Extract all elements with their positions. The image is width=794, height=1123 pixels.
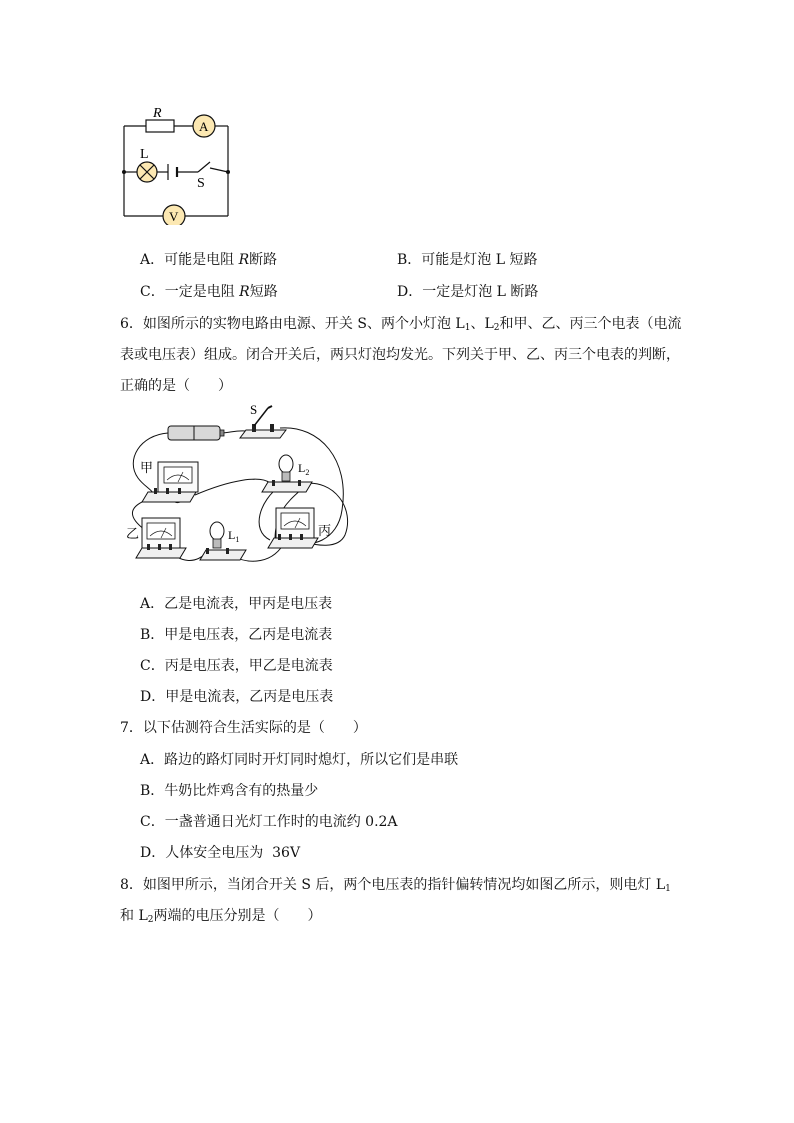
q8-stem-line-2: 和 $L_2$两端的电压分别是（ ） (120, 908, 322, 925)
q7-stem: 7．以下估测符合生活实际的是（ ） (120, 720, 367, 736)
q6-lamp2-label: $L_2$ (298, 461, 310, 477)
q5-resistor-label: R (153, 106, 162, 121)
q5-option-d[interactable]: D．一定是灯泡 L 断路 (397, 284, 539, 300)
q7-option-a[interactable]: A．路边的路灯同时开灯同时熄灯，所以它们是串联 (140, 752, 459, 768)
q5-option-c[interactable]: C．一定是电阻 R短路 (140, 284, 278, 300)
q7-option-b[interactable]: B．牛奶比炸鸡含有的热量少 (140, 783, 319, 799)
q6-stem-line-2: 表或电压表）组成。闭合开关后，两只灯泡均发光。下列关于甲、乙、丙三个电表的判断， (120, 347, 680, 363)
q5-switch-label: S (197, 176, 205, 191)
q5-ammeter-label: A (199, 119, 209, 134)
q6-meter-jia-label: 甲 (140, 460, 154, 475)
q5-option-a[interactable]: A．可能是电阻 R断路 (140, 252, 278, 268)
q7-option-c[interactable]: C．一盏普通日光灯工作时的电流约 0.2A (140, 814, 398, 830)
q6-meter-bing-label: 丙 (318, 523, 332, 538)
q6-option-c[interactable]: C．丙是电压表，甲乙是电流表 (140, 658, 333, 674)
q5-option-b[interactable]: B．可能是灯泡 L 短路 (397, 252, 538, 268)
q5-voltmeter-label: V (169, 209, 179, 224)
q5-lamp-label: L (140, 147, 149, 162)
q6-meter-yi-label: 乙 (126, 526, 140, 541)
q6-physical-circuit-figure (120, 400, 360, 578)
q6-stem-line-3: 正确的是（ ） (120, 378, 232, 394)
q5-circuit-diagram (110, 100, 250, 225)
q6-option-a[interactable]: A．乙是电流表，甲丙是电压表 (140, 596, 333, 612)
q6-option-d[interactable]: D．甲是电流表，乙丙是电压表 (140, 689, 334, 705)
q6-option-b[interactable]: B．甲是电压表，乙丙是电流表 (140, 627, 333, 643)
q6-stem-line-1: 6．如图所示的实物电路由电源、开关 S、两个小灯泡 $L_1$、$L_2$和甲、乙、丙三个电表（电流 (120, 316, 682, 333)
q7-option-d[interactable]: D．人体安全电压为 36V (140, 845, 301, 861)
q6-switch-label: S (250, 402, 258, 417)
q8-stem-line-1: 8．如图甲所示，当闭合开关 S 后，两个电压表的指针偏转情况均如图乙所示，则电灯 $L_1$ (120, 877, 671, 894)
q6-lamp1-label: $L_1$ (228, 528, 240, 544)
